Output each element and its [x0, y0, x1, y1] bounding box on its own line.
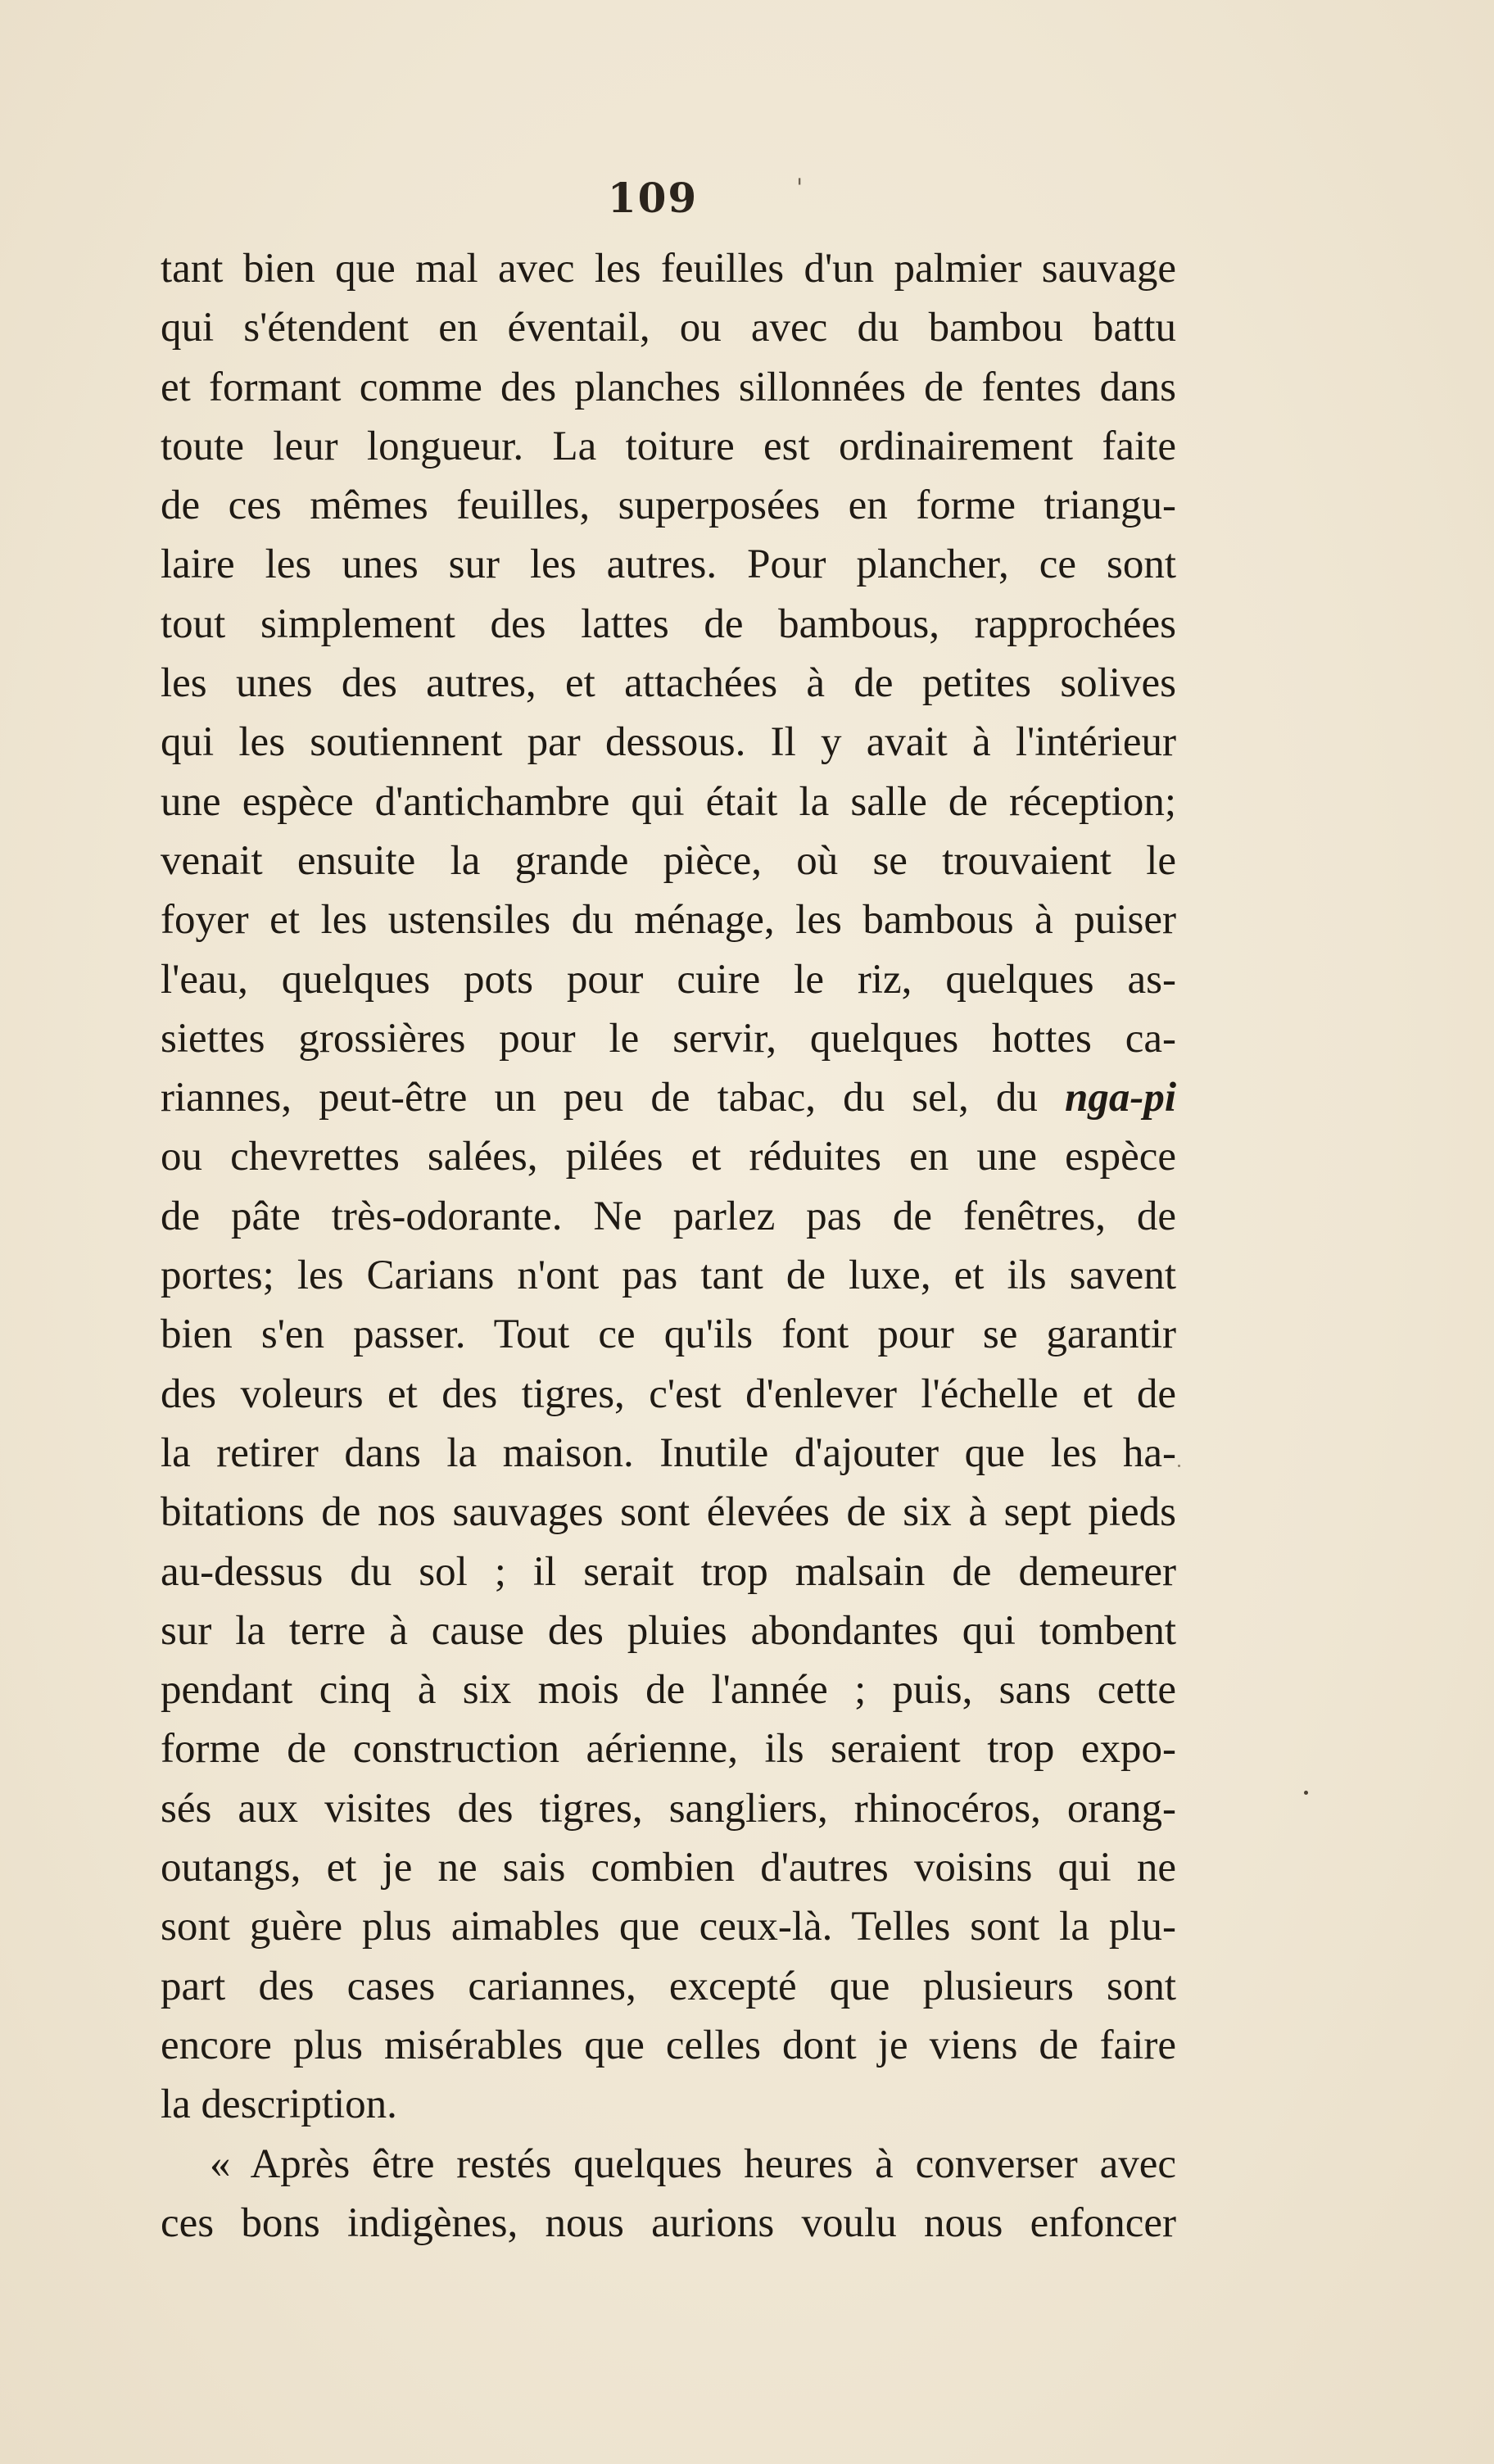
text-line: ou chevrettes salées, pilées et réduites en une espèce [161, 1134, 1176, 1180]
text-line: tant bien que mal avec les feuilles d'un palmier sauvage [161, 246, 1176, 292]
text-line: la description. [161, 2081, 397, 2128]
text-line: une espèce d'antichambre qui était la salle de réception; [161, 778, 1176, 825]
text-line: part des cases cariannes, excepté que plusieurs sont [161, 1963, 1176, 2009]
text-line: et formant comme des planches sillonnées de fentes dans [161, 364, 1176, 410]
text-line: venait ensuite la grande pièce, où se trouvaient le [161, 837, 1176, 884]
text-line: foyer et les ustensiles du ménage, les bambous à puiser [161, 897, 1176, 944]
text-line: encore plus misérables que celles dont je viens de faire [161, 2022, 1176, 2068]
text-line [161, 1068, 1176, 1127]
text-line: siettes grossières pour le servir, quelques hottes ca- [161, 1015, 1176, 1062]
text-line: de ces mêmes feuilles, superposées en forme triangu- [161, 482, 1176, 529]
italic-term: nga-pi [1064, 1075, 1176, 1121]
text-line: sés aux visites des tigres, sangliers, rhinocéros, orang- [161, 1785, 1176, 1832]
text-line: portes; les Carians n'ont pas tant de luxe, et ils savent [161, 1252, 1176, 1299]
page-number: 109 [607, 174, 699, 222]
paper-speck [1178, 1465, 1180, 1467]
text-line: l'eau, quelques pots pour cuire le riz, quelques as- [161, 956, 1176, 1003]
text-line: ces bons indigènes, nous aurions voulu nous enfoncer [161, 2199, 1176, 2246]
text-line: sont guère plus aimables que ceux-là. Telles sont la plu- [161, 1904, 1176, 1950]
text-line: des voleurs et des tigres, c'est d'enlever l'échelle et de [161, 1370, 1176, 1417]
text-line: pendant cinq à six mois de l'année ; puis, sans cette [161, 1667, 1176, 1714]
text-line: toute leur longueur. La toiture est ordinairement faite [161, 423, 1176, 469]
margin-mark: ' [796, 174, 804, 202]
paper-speck [1304, 1791, 1308, 1795]
text-segment: riannes, peut-être un peu de tabac, du sel, du [161, 1075, 1065, 1121]
text-line: au-dessus du sol ; il serait trop malsain de demeurer [161, 1548, 1176, 1595]
text-line: qui s'étendent en éventail, ou avec du bambou battu [161, 305, 1176, 351]
text-line: sur la terre à cause des pluies abondantes qui tombent [161, 1607, 1176, 1654]
text-line: les unes des autres, et attachées à de petites solives [161, 660, 1176, 707]
text-line: « Après être restés quelques heures à converser avec [210, 2140, 1176, 2187]
text-line: bien s'en passer. Tout ce qu'ils font pour se garantir [161, 1311, 1176, 1358]
text-line: laire les unes sur les autres. Pour plancher, ce sont [161, 541, 1176, 588]
text-line: la retirer dans la maison. Inutile d'ajouter que les ha- [161, 1429, 1176, 1476]
text-line: tout simplement des lattes de bambous, rapprochées [161, 600, 1176, 647]
body-text [161, 239, 1176, 2253]
text-line: de pâte très-odorante. Ne parlez pas de fenêtres, de [161, 1193, 1176, 1239]
text-line: outangs, et je ne sais combien d'autres voisins qui ne [161, 1845, 1176, 1891]
text-line: forme de construction aérienne, ils seraient trop expo- [161, 1726, 1176, 1773]
text-line: bitations de nos sauvages sont élevées de six à sept pieds [161, 1489, 1176, 1536]
text-line: qui les soutiennent par dessous. Il y avait à l'intérieur [161, 719, 1176, 766]
